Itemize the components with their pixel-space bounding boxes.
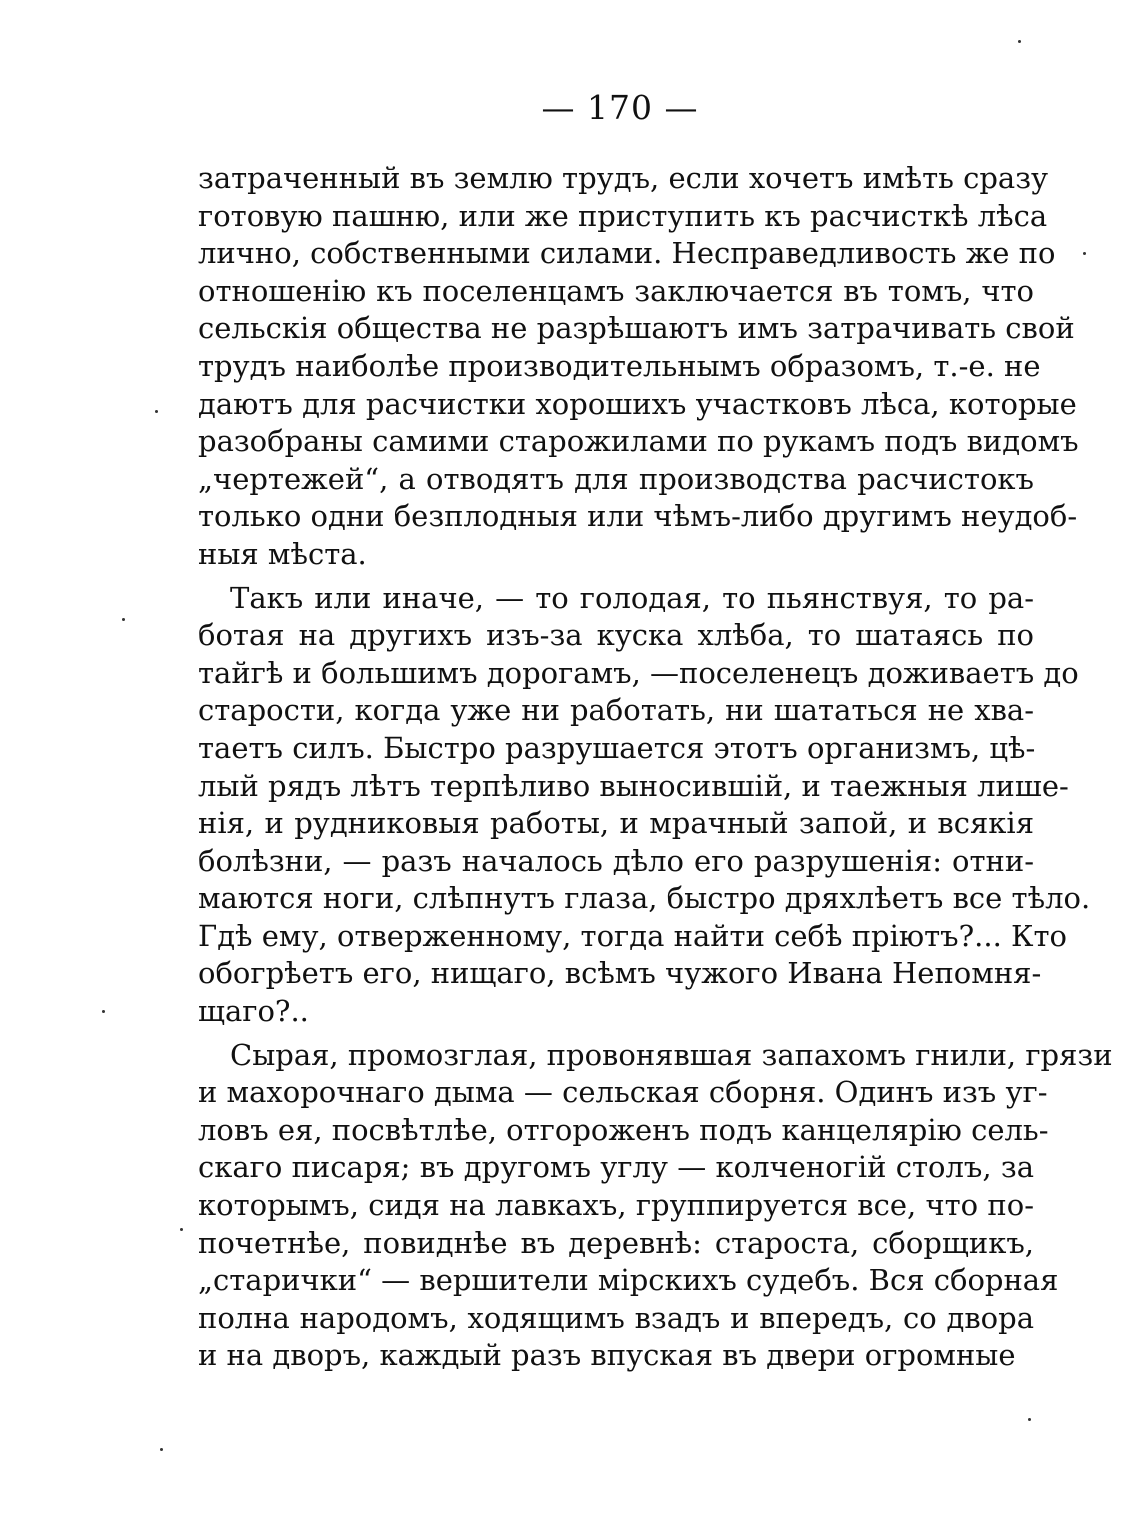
text-line: готовую пашню, или же приступить къ расчисткѣ лѣса (198, 198, 1048, 233)
text-line: „чертежей“, а отводятъ для производства расчистокъ (198, 461, 1034, 496)
text-line: нія, и рудниковыя работы, и мрачный запой, и всякія (198, 806, 1034, 841)
text-line: скаго писаря; въ другомъ углу — колченогій столъ, за (198, 1150, 1034, 1185)
paragraph-2 (198, 580, 1091, 1031)
text-line: таетъ силъ. Быстро разрушается этотъ организмъ, цѣ- (198, 730, 1036, 765)
text-line: ныя мѣста. (198, 536, 367, 571)
text-line: только одни безплодныя или чѣмъ-либо другимъ неудоб- (198, 499, 1078, 534)
text-line: отношенію къ поселенцамъ заключается въ томъ, что (198, 273, 1034, 308)
text-line: Гдѣ ему, отверженному, тогда найти себѣ пріютъ?... Кто (198, 918, 1067, 953)
text-line: даютъ для расчистки хорошихъ участковъ лѣса, которые (198, 386, 1077, 421)
text-line: Такъ или иначе, — то голодая, то пьянствуя, то ра- (230, 580, 1034, 615)
text-line: тайгѣ и большимъ дорогамъ, —поселенецъ доживаетъ до (198, 655, 1079, 690)
text-line: старости, когда уже ни работать, ни шататься не хва- (198, 693, 1034, 728)
text-line: и махорочнаго дыма — сельская сборня. Одинъ изъ уг- (198, 1075, 1048, 1110)
text-line: ботая на другихъ изъ-за куска хлѣба, то шатаясь по (198, 618, 1034, 653)
scan-speck (1083, 252, 1086, 255)
text-line: почетнѣе, повиднѣе въ деревнѣ: староста, сборщикъ, (198, 1225, 1034, 1260)
scan-speck (180, 1228, 183, 1231)
page-number: — 170 — (541, 88, 699, 127)
text-line: трудъ наиболѣе производительнымъ образомъ, т.-е. не (198, 348, 1041, 383)
scan-speck (155, 410, 158, 413)
text-line: и на дворъ, каждый разъ впуская въ двери огромные (198, 1338, 1016, 1373)
scan-speck (122, 618, 125, 621)
text-line: сельскія общества не разрѣшаютъ имъ затрачивать свой (198, 311, 1075, 346)
scan-speck (1018, 40, 1021, 43)
scan-speck (102, 1010, 105, 1013)
text-line: „старички“ — вершители мірскихъ судебъ. Вся сборная (198, 1263, 1059, 1298)
text-line: лично, собственными силами. Несправедливость же по (198, 236, 1056, 271)
text-line: болѣзни, — разъ началось дѣло его разрушенія: отни- (198, 843, 1034, 878)
text-line: ловъ ея, посвѣтлѣе, отгороженъ подъ канцелярію сель- (198, 1112, 1049, 1147)
text-line: лый рядъ лѣтъ терпѣливо выносившій, и таежныя лише- (198, 768, 1069, 803)
text-line: разобраны самими старожилами по рукамъ подъ видомъ (198, 424, 1079, 459)
body-text (198, 160, 1113, 1375)
scan-speck (1028, 1418, 1031, 1421)
text-line: затраченный въ землю трудъ, если хочетъ имѣть сразу (198, 161, 1049, 195)
text-line: щаго?.. (198, 994, 309, 1029)
paragraph-3 (198, 1037, 1113, 1375)
text-line: которымъ, сидя на лавкахъ, группируется все, что по- (198, 1188, 1034, 1223)
text-line: полна народомъ, ходящимъ взадъ и впередъ, со двора (198, 1300, 1034, 1335)
paragraph-1 (198, 160, 1079, 574)
scan-speck (160, 1448, 163, 1451)
text-line: Сырая, промозглая, провонявшая запахомъ гнили, грязи (230, 1037, 1113, 1072)
text-line: обогрѣетъ его, нищаго, всѣмъ чужого Ивана Непомня- (198, 956, 1042, 991)
text-line: маются ноги, слѣпнутъ глаза, быстро дряхлѣетъ все тѣло. (198, 881, 1091, 916)
